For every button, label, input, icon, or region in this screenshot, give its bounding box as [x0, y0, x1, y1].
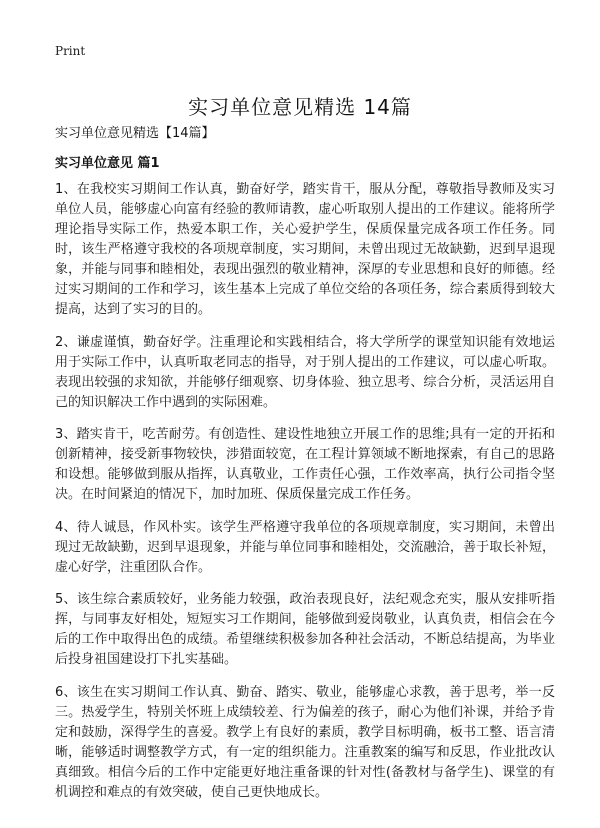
- paragraph-2: 2、谦虚谨慎，勤奋好学。注重理论和实践相结合，将大学所学的课堂知识能有效地运用于实际工作中，认真听取老同志的指导，对于别人提出的工作建议，可以虚心听取。表现出较强的求知欲，并能够仔细观察、切身体验、独立思考、综合分析，灵活运用自己的知识解决工作中遇到的实际困难。: [55, 334, 555, 410]
- paragraph-6: 6、该生在实习期间工作认真、勤奋、踏实、敬业，能够虚心求教，善于思考，举一反三。热爱学生，特别关怀班上成绩较差、行为偏差的孩子，耐心为他们补课，并给予肯定和鼓励，深得学生的喜爱。教学上有良好的素质，教学目标明确，板书工整、语言清晰，能够适时调整教学方式，有一定的组织能力。注重教案的编写和反思，作业批改认真细致。相信今后的工作中定能更好地注重备课的针对性(备教材与备学生)、课堂的有机调控和难点的有效突破，使自己更快地成长。: [55, 684, 555, 800]
- section-heading: 实习单位意见 篇1: [55, 156, 160, 171]
- print-link[interactable]: Print: [55, 44, 86, 58]
- page-title: 实习单位意见精选 14篇: [188, 95, 412, 120]
- document-subtitle: 实习单位意见精选【14篇】: [55, 126, 215, 141]
- paragraph-4: 4、待人诚恳，作风朴实。该学生严格遵守我单位的各项规章制度，实习期间，未曾出现过无故缺勤，迟到早退现象，并能与单位同事和睦相处，交流融洽，善于取长补短，虚心好学，注重团队合作。: [55, 519, 555, 575]
- paragraph-5: 5、该生综合素质较好，业务能力较强，政治表现良好，法纪观念充实，服从安排听指挥，与同事友好相处，短短实习工作期间，能够做到爱岗敬业，认真负责，相信会在今后的工作中取得出色的成绩。希望继续积极参加各种社会活动，不断总结提高，为毕业后投身祖国建设打下扎实基础。: [55, 592, 555, 667]
- body-text: [55, 180, 555, 815]
- paragraph-1: 1、在我校实习期间工作认真，勤奋好学，踏实肯干，服从分配，尊敬指导教师及实习单位人员，能够虚心向富有经验的教师请教，虚心听取别人提出的工作建议。能将所学理论指导实际工作，热爱本职工作，关心爱护学生，保质保量完成各项工作任务。同时，该生严格遵守我校的各项规章制度，实习期间，未曾出现过无故缺勤，迟到早退现象，并能与同事和睦相处，表现出强烈的敬业精神，深厚的专业思想和良好的师德。经过实习期间的工作和学习，该生基本上完成了单位交给的各项任务，综合素质得到较大提高，达到了实习的目的。: [55, 182, 555, 317]
- paragraph-3: 3、踏实肯干，吃苦耐劳。有创造性、建设性地独立开展工作的思维;具有一定的开拓和创新精神，接受新事物较快，涉猎面较宽，在工程计算领域不断地探索，有自己的思路和设想。能够做到服从指挥，认真敬业，工作责任心强，工作效率高，执行公司指令坚决。在时间紧迫的情况下，加时加班、保质保量完成工作任务。: [55, 427, 555, 502]
